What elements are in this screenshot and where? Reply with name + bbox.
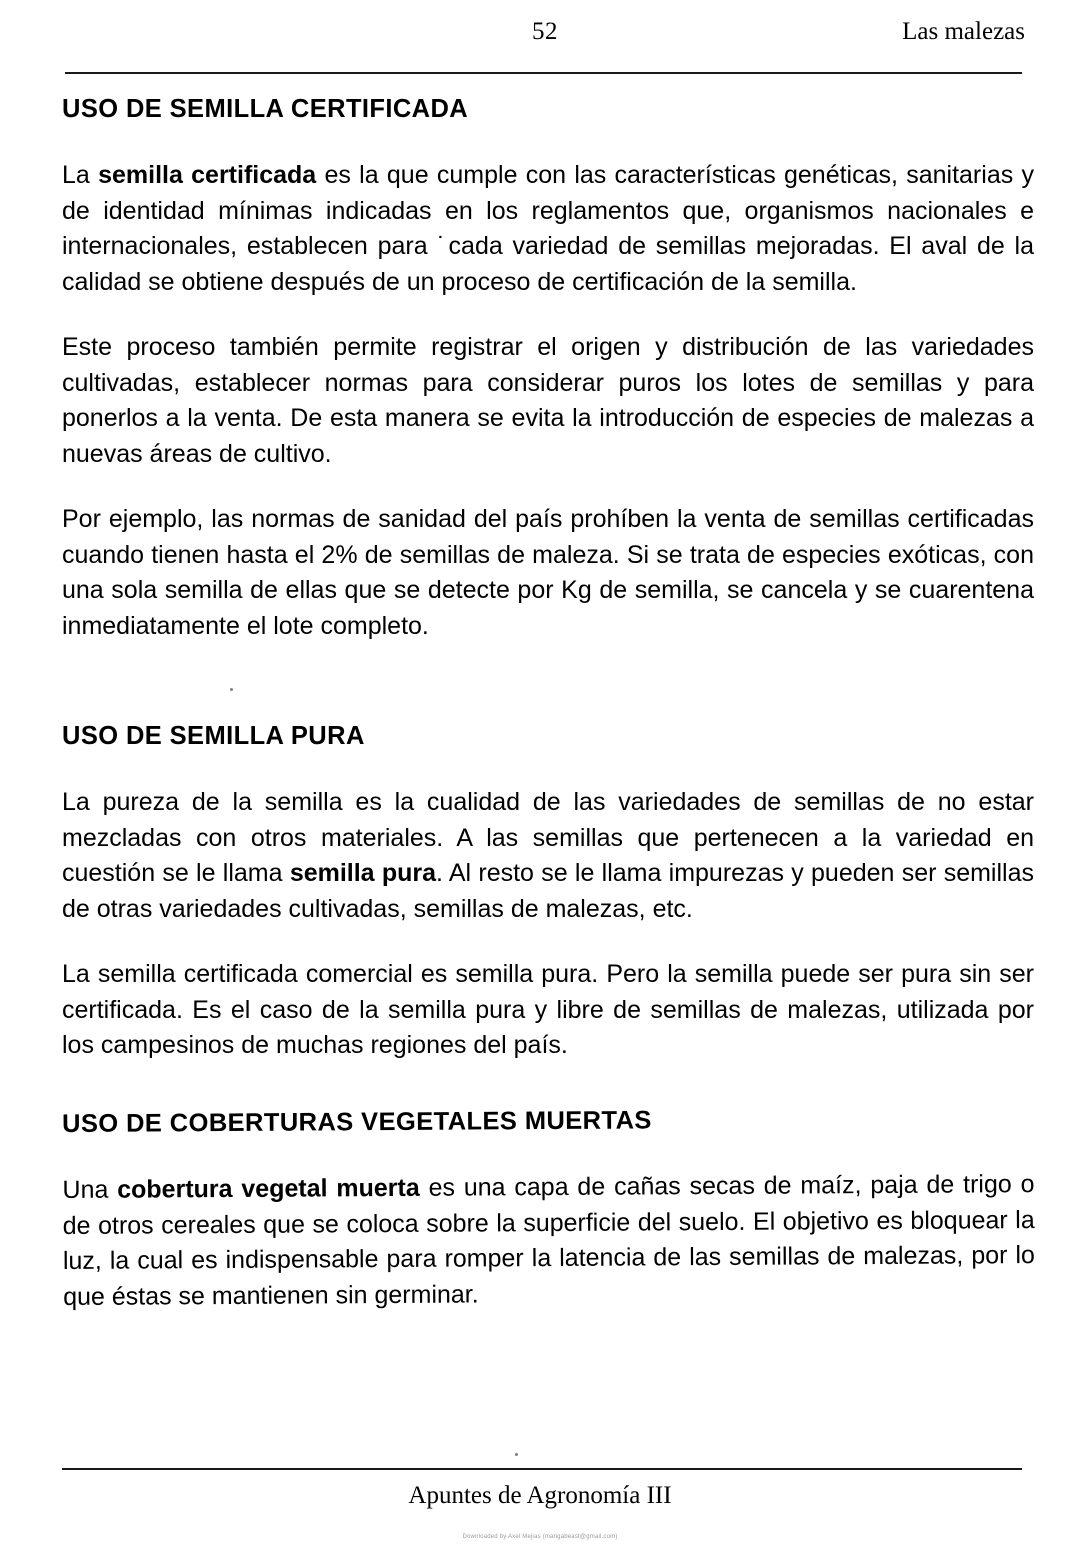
header-divider [65,72,1022,74]
footer-text: Apuntes de Agronomía III [408,1482,672,1509]
text-run: es una capa de cañas secas de maíz, paja de trigo o de otros cereales que se coloca sobre la superficie del suelo. El objetivo es bloquear la luz, la cual es indispensable para romper la latencia de las semillas de malezas, por lo que éstas se mantienen sin germinar. [62,1169,1035,1310]
page-content [62,95,1034,1315]
page-header [65,18,1025,58]
section-title: USO DE SEMILLA CERTIFICADA [62,95,469,123]
paragraph [62,158,1034,300]
section-title: USO DE COBERTURAS VEGETALES MUERTAS [62,1105,652,1138]
section-semilla-pura [62,722,1034,1064]
section-title: USO DE SEMILLA PURA [62,722,365,750]
section-gap [62,644,1034,722]
footer-divider [62,1468,1022,1470]
paragraph [62,785,1034,927]
download-watermark: Downloaded by Axel Mejias (mangabeast@gmail.com) [462,1534,618,1540]
text-run: . Al resto se le llama impurezas y pueden ser semillas de otras variedades cultivadas, semillas de malezas, etc. [62,859,1034,923]
paragraph [62,957,1034,1064]
section-gap [62,1064,1034,1110]
text-run: La [62,161,99,189]
text-run-bold: cobertura vegetal muerta [117,1173,420,1204]
running-head: Las malezas [902,18,1025,45]
text-run: Este proceso también permite registrar el origen y distribución de las variedades cultivadas, establecer normas para considerar puros los lotes de semillas y para ponerlos a la venta. De esta manera se evita la introducción de especies de malezas a nuevas áreas de cultivo. [62,333,1034,468]
paragraph [62,502,1034,644]
text-run-bold: semilla pura [289,859,437,887]
text-run: Por ejemplo, las normas de sanidad del país prohíben la venta de semillas certificadas cuando tienen hasta el 2% de semillas de maleza. Si se trata de especies exóticas, con una sola semilla de ellas que se detecte por Kg de semilla, se cancela y se cuarentena inmediatamente el lote completo. [62,505,1034,640]
scan-artifact [515,1453,518,1456]
text-run-bold: semilla certificada [98,161,317,189]
text-run: Una [62,1175,118,1204]
text-run: es la que cumple con las características genéticas, sanitarias y de identidad mínimas indicadas en los reglamentos que, organismos nacionales e internacionales, establecen para ˙cada variedad de semillas mejoradas. El aval de la calidad se obtiene después de un proceso de certificación de la semilla. [62,161,1034,296]
page-number: 52 [532,18,558,45]
paragraph [62,330,1034,472]
scan-artifact [230,688,233,691]
section-coberturas-vegetales-muertas [62,1104,1035,1315]
paragraph [62,1167,1035,1315]
section-semilla-certificada [62,95,1034,644]
text-run: La semilla certificada comercial es semilla pura. Pero la semilla puede ser pura sin ser certificada. Es el caso de la semilla pura y libre de semillas de malezas, utilizada por los campesinos de muchas regiones del país. [62,960,1034,1059]
text-run: La pureza de la semilla es la cualidad de las variedades de semillas de no estar mezcladas con otros materiales. A las semillas que pertenecen a la variedad en cuestión se le llama [62,788,1034,887]
